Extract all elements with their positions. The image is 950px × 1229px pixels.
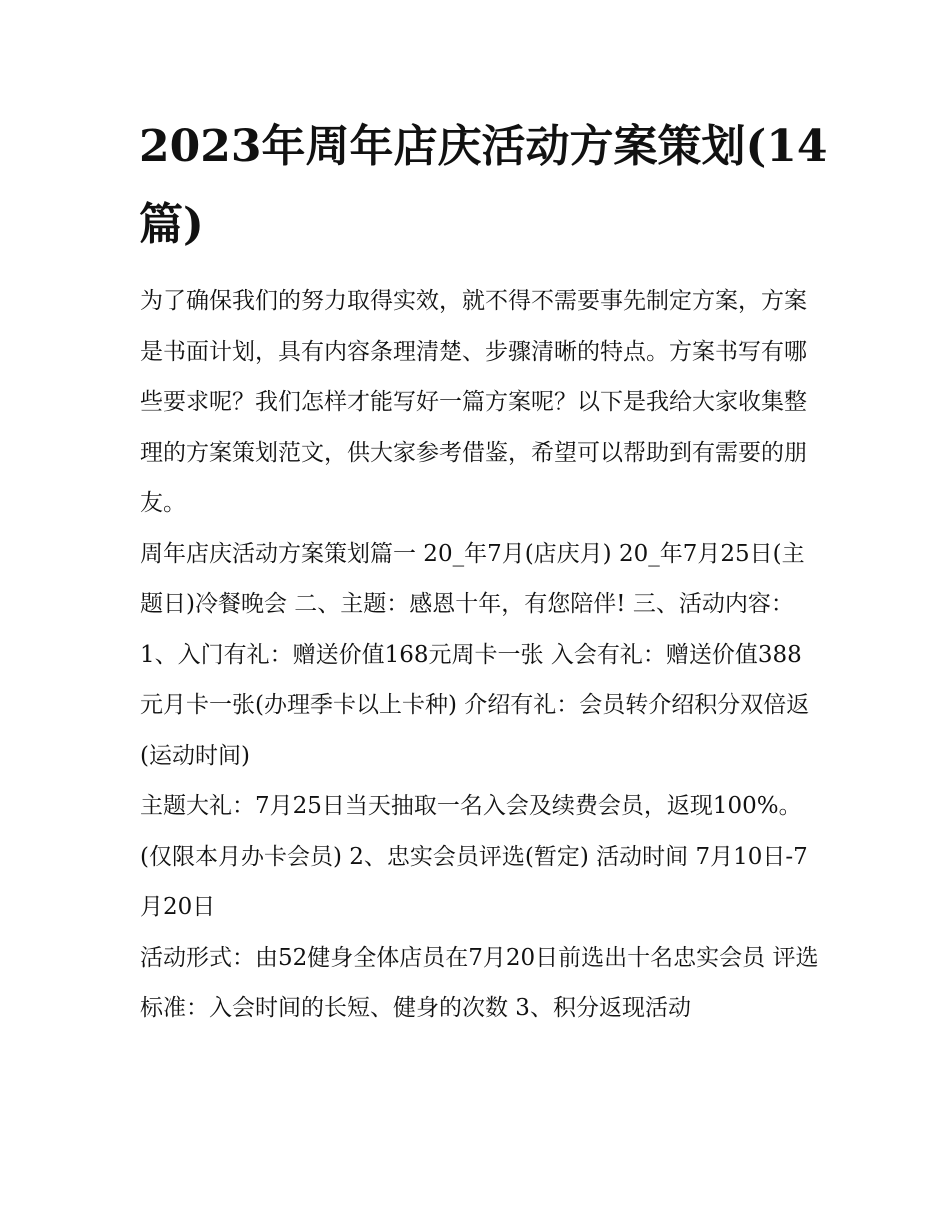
paragraph-theme-prize: 主题大礼：7月25日当天抽取一名入会及续费会员，返现100%。(仅限本月办卡会员) 2、忠实会员评选(暂定) 活动时间 7月10日-7月20日	[140, 793, 808, 920]
paragraph-activity-form: 活动形式：由52健身全体店员在7月20日前选出十名忠实会员 评选标准：入会时间的长短、健身的次数 3、积分返现活动	[140, 944, 819, 1021]
paragraph-gifts: 1、入门有礼：赠送价值168元周卡一张 入会有礼：赠送价值388元月卡一张(办理季卡以上卡种) 介绍有礼：会员转介绍积分双倍返(运动时间)	[140, 641, 810, 769]
document-title: 2023年周年店庆活动方案策划(14篇)	[139, 121, 828, 250]
paragraph-part-one: 周年店庆活动方案策划篇一 20_年7月(店庆月) 20_年7月25日(主题日)冷餐晚会 二、主题：感恩十年，有您陪伴! 三、活动内容：	[140, 540, 805, 617]
paragraph-intro: 为了确保我们的努力取得实效，就不得不需要事先制定方案，方案是书面计划，具有内容条理清楚、步骤清晰的特点。方案书写有哪些要求呢？我们怎样才能写好一篇方案呢？以下是我给大家收集整理的方案策划范文，供大家参考借鉴，希望可以帮助到有需要的朋友。	[140, 288, 807, 516]
document-body	[140, 276, 820, 1034]
